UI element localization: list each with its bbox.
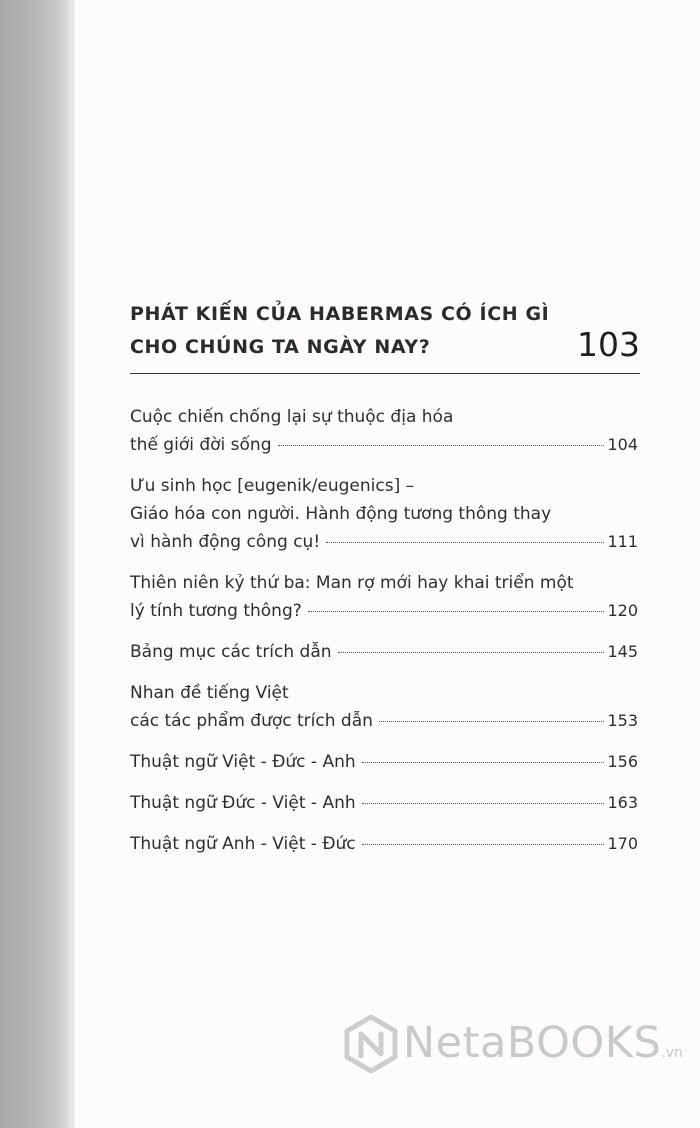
dot-leader [362, 843, 605, 845]
watermark [343, 1012, 683, 1076]
toc-entry-title: Thuật ngữ Anh - Việt - Đức [130, 834, 356, 854]
toc-entry-leader-line [130, 638, 638, 666]
toc-entry-leader-line [130, 830, 638, 858]
watermark-brand: NetaBOOKS [403, 1018, 662, 1068]
dot-leader [278, 444, 605, 446]
dot-leader [338, 651, 605, 653]
watermark-text [403, 1018, 683, 1078]
toc-entry [130, 638, 638, 666]
toc-entry-page: 145 [607, 642, 638, 661]
netabooks-logo-icon [343, 1014, 399, 1074]
toc-entry-page: 170 [607, 834, 638, 853]
toc-entry-title: Bảng mục các trích dẫn [130, 642, 332, 662]
dot-leader [362, 802, 605, 804]
toc-entry-title-line: Giáo hóa con người. Hành động tương thông thay [130, 504, 552, 524]
toc-entry-title: vì hành động công cụ! [130, 532, 321, 552]
section-title [130, 298, 640, 364]
section-heading [130, 298, 640, 372]
toc-entry [130, 569, 638, 625]
toc-entry-title: lý tính tương thông? [130, 601, 302, 621]
toc-entry-page: 104 [607, 435, 638, 454]
spine-edge [72, 0, 76, 1128]
watermark-suffix: .vn [661, 1045, 683, 1061]
dot-leader [326, 541, 604, 543]
toc-entry-leader-line [130, 707, 638, 735]
toc-entry-leader-line [130, 597, 638, 625]
toc-entry-title: Thuật ngữ Đức - Việt - Anh [130, 793, 356, 813]
toc-entry-page: 153 [607, 711, 638, 730]
toc-entry-leader-line [130, 431, 638, 459]
toc-entry-page: 156 [607, 752, 638, 771]
dot-leader [362, 761, 605, 763]
toc-entry [130, 748, 638, 776]
toc-entry [130, 472, 638, 556]
toc-entry-leader-line [130, 528, 638, 556]
toc-entry-title-line: Ưu sinh học [eugenik/eugenics] – [130, 476, 415, 496]
table-of-contents [130, 403, 638, 871]
toc-entry-title-line: Nhan đề tiếng Việt [130, 683, 289, 703]
toc-entry-title: thế giới đời sống [130, 435, 272, 455]
dot-leader [379, 720, 605, 722]
toc-entry-leader-line [130, 748, 638, 776]
toc-entry [130, 830, 638, 858]
toc-entry-title: các tác phẩm được trích dẫn [130, 711, 373, 731]
section-title-line-1: PHÁT KIẾN CỦA HABERMAS CÓ ÍCH GÌ [130, 303, 550, 325]
toc-entry [130, 789, 638, 817]
toc-entry-title: Thuật ngữ Việt - Đức - Anh [130, 752, 356, 772]
toc-entry [130, 679, 638, 735]
dot-leader [308, 610, 605, 612]
section-divider [130, 373, 640, 374]
toc-entry-title-line: Thiên niên kỷ thứ ba: Man rợ mới hay khai triển một [130, 573, 574, 593]
toc-entry [130, 403, 638, 459]
page-spine-shadow [0, 0, 72, 1128]
toc-entry-page: 111 [607, 532, 638, 551]
section-page-number: 103 [577, 325, 640, 364]
toc-entry-page: 120 [607, 601, 638, 620]
toc-entry-leader-line [130, 789, 638, 817]
section-title-line-2: CHO CHÚNG TA NGÀY NAY? [130, 336, 431, 358]
toc-entry-title-line: Cuộc chiến chống lại sự thuộc địa hóa [130, 407, 454, 427]
toc-entry-page: 163 [607, 793, 638, 812]
